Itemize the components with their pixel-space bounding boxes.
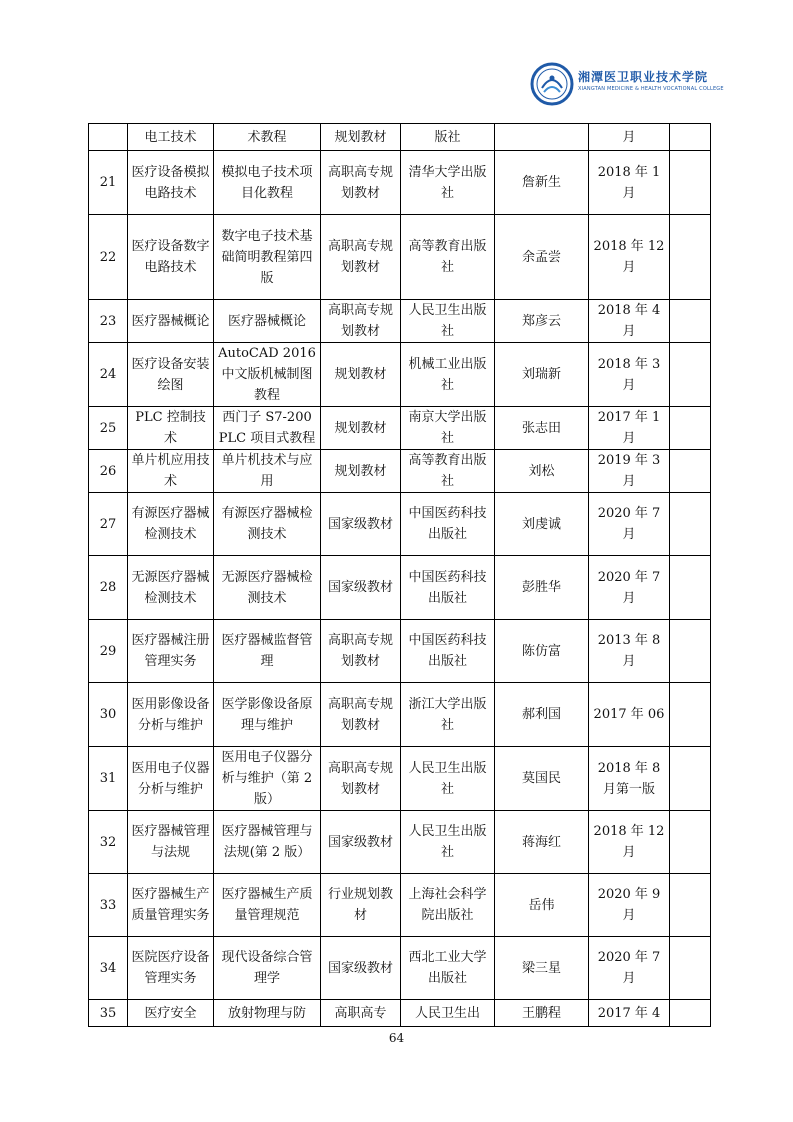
cell-level: 国家级教材 [321,937,401,1000]
cell-publisher: 上海社会科学院出版社 [401,874,495,937]
table-row [89,124,711,151]
cell-blank [670,620,711,683]
cell-no: 31 [89,747,128,811]
cell-date: 2017 年 06 [589,683,670,747]
cell-no: 28 [89,556,128,620]
cell-publisher: 人民卫生出 [401,1000,495,1027]
cell-textbook: 数字电子技术基础简明教程第四版 [214,215,321,300]
table-row [89,937,711,1000]
cell-blank [670,407,711,450]
cell-blank [670,450,711,493]
cell-blank [670,937,711,1000]
cell-course: 医疗器械概论 [128,300,214,343]
college-name [578,70,738,104]
cell-level: 高职高专规划教材 [321,620,401,683]
cell-no: 21 [89,151,128,215]
cell-course: 医疗设备安装绘图 [128,343,214,407]
college-emblem-icon [530,62,574,106]
cell-publisher: 高等教育出版社 [401,450,495,493]
cell-author: 彭胜华 [495,556,589,620]
cell-author: 刘瑞新 [495,343,589,407]
cell-no: 33 [89,874,128,937]
cell-no: 32 [89,811,128,874]
table-row [89,300,711,343]
cell-blank [670,493,711,556]
cell-publisher: 中国医药科技出版社 [401,556,495,620]
cell-level: 规划教材 [321,450,401,493]
cell-level: 行业规划教材 [321,874,401,937]
cell-author: 余孟尝 [495,215,589,300]
cell-textbook: 西门子 S7-200 PLC 项目式教程 [214,407,321,450]
cell-course: 医疗器械注册管理实务 [128,620,214,683]
cell-publisher: 机械工业出版社 [401,343,495,407]
cell-blank [670,747,711,811]
cell-level: 高职高专规划教材 [321,215,401,300]
cell-textbook: 现代设备综合管理学 [214,937,321,1000]
cell-textbook: 医疗器械生产质量管理规范 [214,874,321,937]
table-row [89,683,711,747]
cell-date: 2018 年 12 月 [589,215,670,300]
cell-course: 单片机应用技术 [128,450,214,493]
cell-level: 国家级教材 [321,556,401,620]
cell-author: 莫国民 [495,747,589,811]
cell-date: 2018 年 4 月 [589,300,670,343]
cell-author: 岳伟 [495,874,589,937]
table-row [89,747,711,811]
cell-publisher: 清华大学出版社 [401,151,495,215]
cell-no: 22 [89,215,128,300]
cell-author: 王鹏程 [495,1000,589,1027]
cell-textbook: 无源医疗器械检测技术 [214,556,321,620]
cell-course: 医疗设备模拟电路技术 [128,151,214,215]
cell-no: 26 [89,450,128,493]
cell-publisher: 南京大学出版社 [401,407,495,450]
cell-textbook: 医疗器械概论 [214,300,321,343]
cell-date: 2019 年 3 月 [589,450,670,493]
cell-author [495,124,589,151]
cell-no: 35 [89,1000,128,1027]
cell-publisher: 中国医药科技出版社 [401,493,495,556]
cell-no: 24 [89,343,128,407]
cell-textbook: 医疗器械监督管理 [214,620,321,683]
cell-course: 医用影像设备分析与维护 [128,683,214,747]
cell-level: 高职高专规划教材 [321,300,401,343]
cell-publisher: 人民卫生出版社 [401,747,495,811]
cell-publisher: 人民卫生出版社 [401,811,495,874]
cell-level: 规划教材 [321,343,401,407]
cell-author: 郑彦云 [495,300,589,343]
cell-author: 郝利国 [495,683,589,747]
cell-publisher: 高等教育出版社 [401,215,495,300]
cell-date: 2013 年 8 月 [589,620,670,683]
cell-textbook: AutoCAD 2016 中文版机械制图教程 [214,343,321,407]
cell-blank [670,1000,711,1027]
cell-textbook: 术教程 [214,124,321,151]
cell-no [89,124,128,151]
cell-author: 蒋海红 [495,811,589,874]
cell-course: PLC 控制技术 [128,407,214,450]
cell-textbook: 医疗器械管理与法规(第 2 版） [214,811,321,874]
cell-course: 医疗器械生产质量管理实务 [128,874,214,937]
cell-date: 月 [589,124,670,151]
table-row [89,874,711,937]
cell-publisher: 中国医药科技出版社 [401,620,495,683]
cell-textbook: 放射物理与防 [214,1000,321,1027]
cell-textbook: 模拟电子技术项目化教程 [214,151,321,215]
college-logo [530,62,730,106]
cell-author: 詹新生 [495,151,589,215]
cell-date: 2020 年 7 月 [589,937,670,1000]
cell-date: 2017 年 4 [589,1000,670,1027]
cell-course: 电工技术 [128,124,214,151]
cell-blank [670,215,711,300]
cell-date: 2018 年 8 月第一版 [589,747,670,811]
cell-no: 29 [89,620,128,683]
cell-author: 刘虔诚 [495,493,589,556]
cell-course: 医疗设备数字电路技术 [128,215,214,300]
cell-date: 2020 年 7 月 [589,493,670,556]
table-row [89,450,711,493]
cell-blank [670,300,711,343]
page-number: 64 [388,1031,405,1045]
cell-level: 高职高专规划教材 [321,683,401,747]
table-row [89,620,711,683]
cell-course: 无源医疗器械检测技术 [128,556,214,620]
cell-author: 梁三星 [495,937,589,1000]
cell-publisher: 人民卫生出版社 [401,300,495,343]
cell-no: 27 [89,493,128,556]
cell-publisher: 浙江大学出版社 [401,683,495,747]
cell-blank [670,343,711,407]
cell-publisher: 版社 [401,124,495,151]
cell-blank [670,683,711,747]
cell-course: 医用电子仪器分析与维护 [128,747,214,811]
cell-date: 2017 年 1 月 [589,407,670,450]
cell-author: 陈仿富 [495,620,589,683]
cell-date: 2018 年 1 月 [589,151,670,215]
cell-blank [670,556,711,620]
cell-textbook: 医用电子仪器分析与维护（第 2 版） [214,747,321,811]
cell-textbook: 医学影像设备原理与维护 [214,683,321,747]
cell-no: 30 [89,683,128,747]
cell-level: 规划教材 [321,407,401,450]
cell-no: 25 [89,407,128,450]
cell-level: 高职高专 [321,1000,401,1027]
college-name-en: XIANGTAN MEDICINE & HEALTH VOCATIONAL COLLEGE [578,86,724,92]
cell-no: 23 [89,300,128,343]
table-row [89,215,711,300]
cell-date: 2020 年 7 月 [589,556,670,620]
cell-level: 规划教材 [321,124,401,151]
table-row [89,151,711,215]
cell-level: 国家级教材 [321,493,401,556]
table-row [89,556,711,620]
cell-author: 张志田 [495,407,589,450]
table-row [89,1000,711,1027]
table-row [89,493,711,556]
cell-date: 2018 年 3 月 [589,343,670,407]
cell-textbook: 单片机技术与应用 [214,450,321,493]
table-row [89,343,711,407]
cell-blank [670,811,711,874]
table-row [89,407,711,450]
textbook-table [88,123,711,1027]
cell-date: 2018 年 12 月 [589,811,670,874]
cell-blank [670,124,711,151]
cell-date: 2020 年 9 月 [589,874,670,937]
college-name-cn: 湘潭医卫职业技术学院 [578,70,709,84]
cell-level: 国家级教材 [321,811,401,874]
cell-course: 医疗器械管理与法规 [128,811,214,874]
cell-course: 医院医疗设备管理实务 [128,937,214,1000]
cell-textbook: 有源医疗器械检测技术 [214,493,321,556]
cell-course: 医疗安全 [128,1000,214,1027]
cell-level: 高职高专规划教材 [321,151,401,215]
cell-no: 34 [89,937,128,1000]
cell-level: 高职高专规划教材 [321,747,401,811]
cell-author: 刘松 [495,450,589,493]
cell-publisher: 西北工业大学出版社 [401,937,495,1000]
cell-course: 有源医疗器械检测技术 [128,493,214,556]
cell-blank [670,151,711,215]
cell-blank [670,874,711,937]
table-row [89,811,711,874]
